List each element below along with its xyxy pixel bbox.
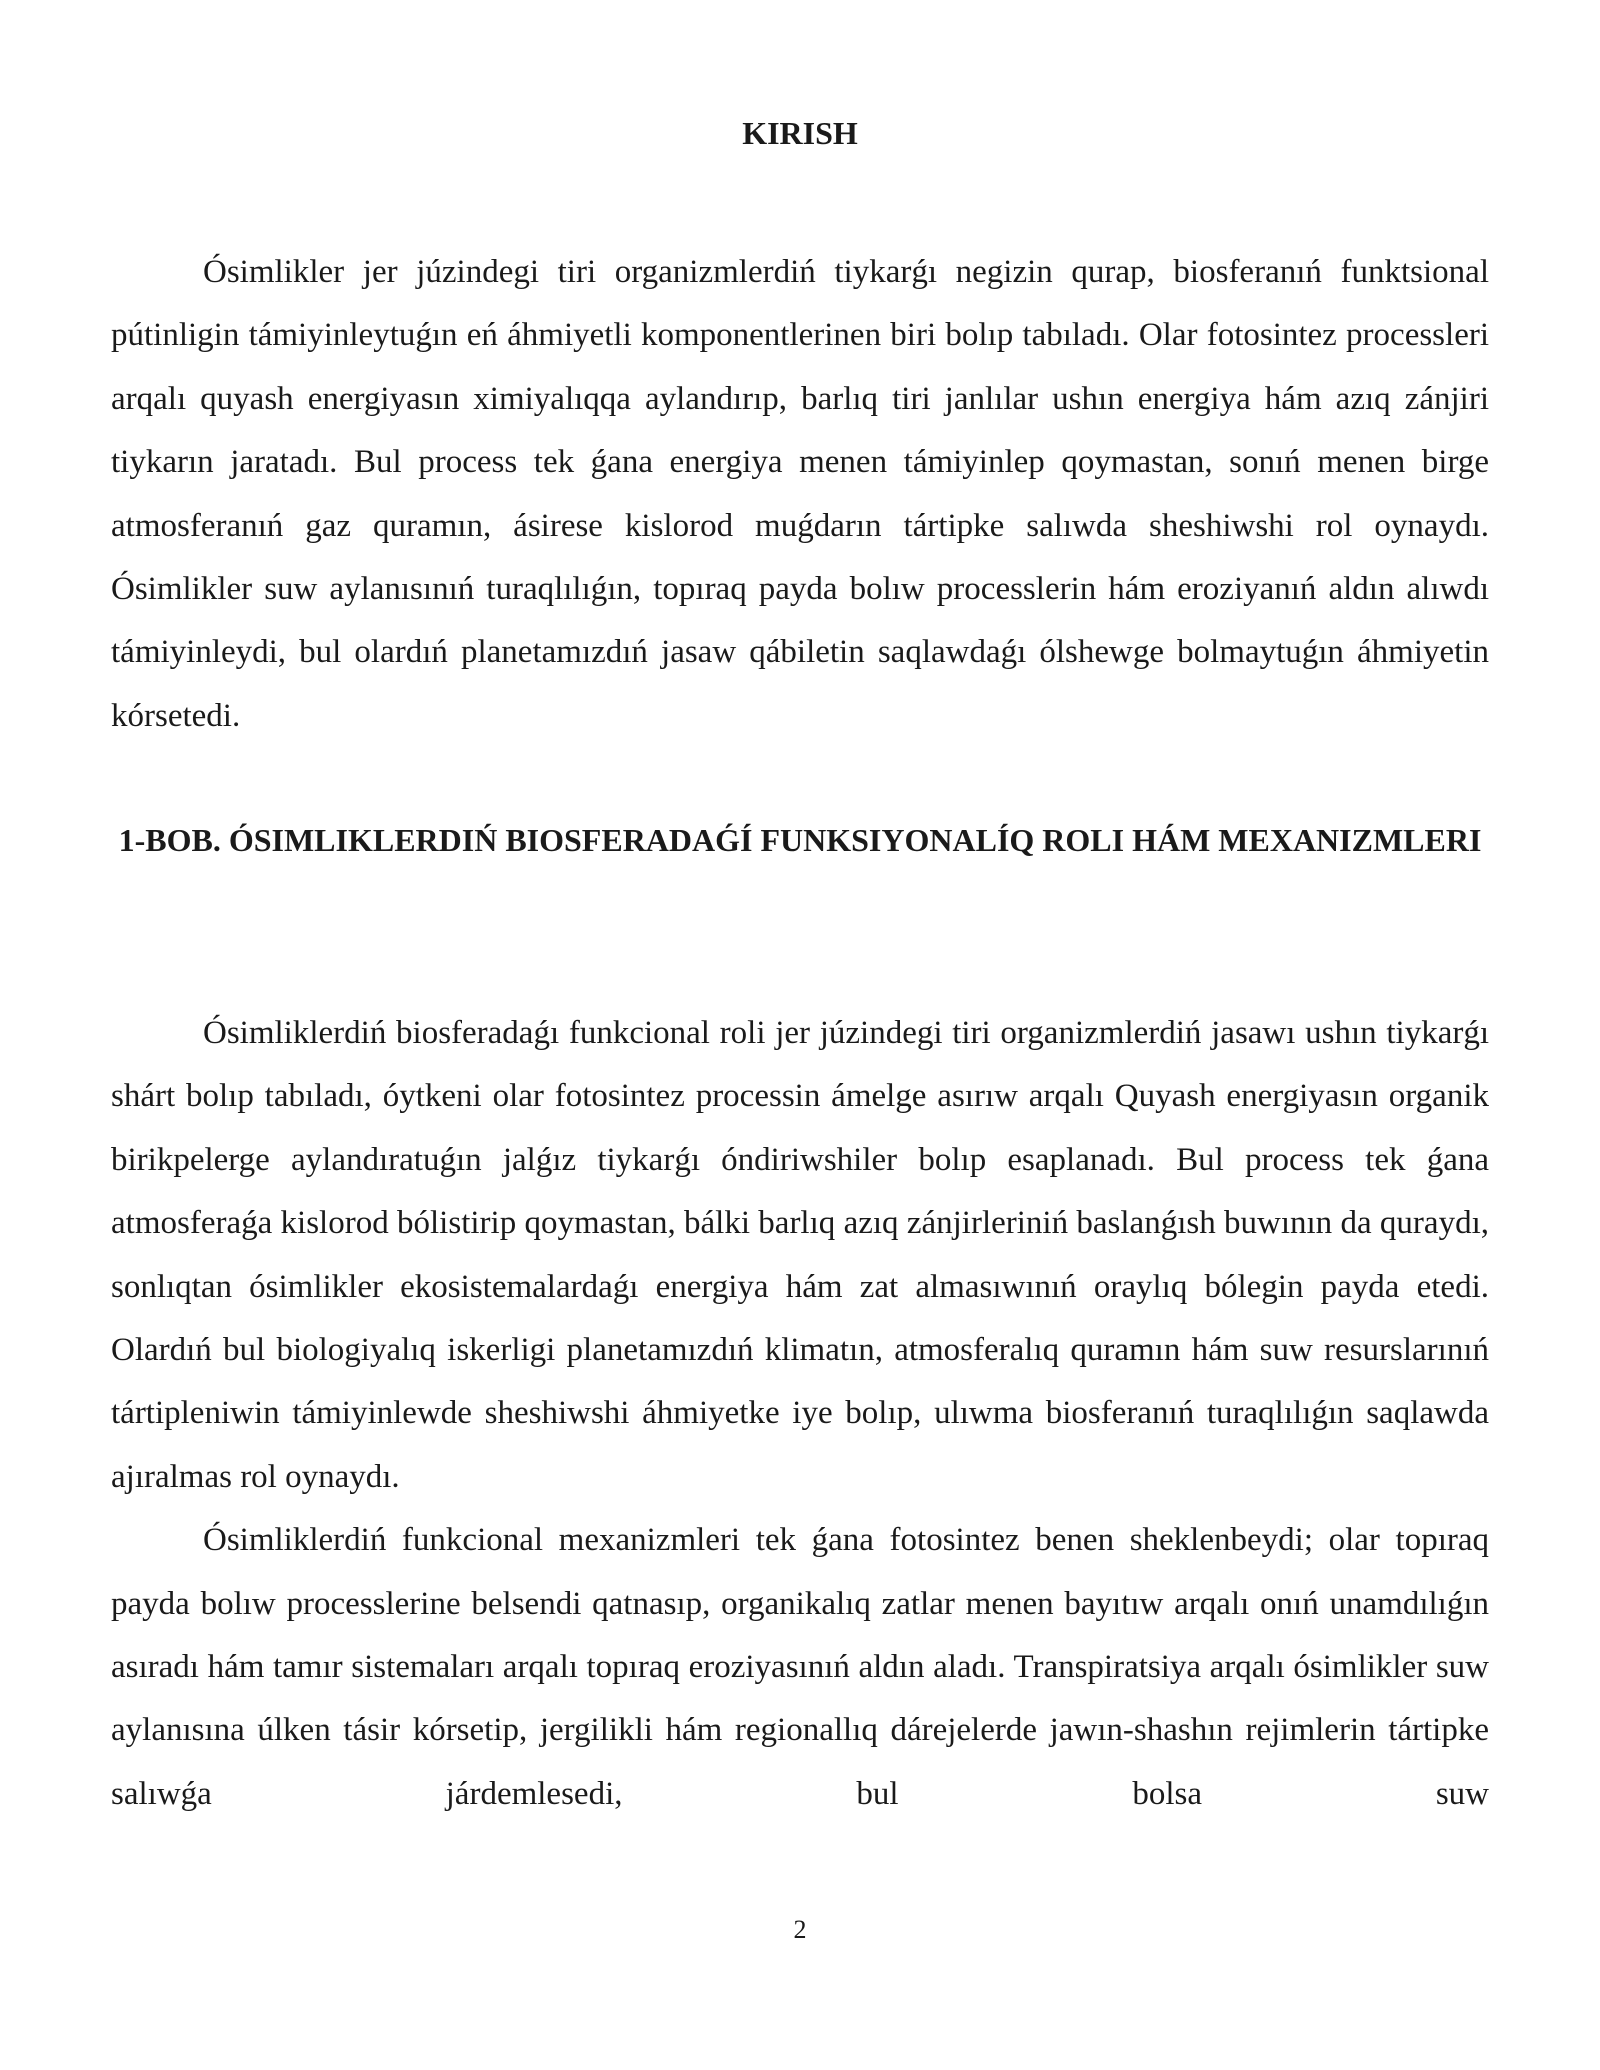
intro-paragraph: Ósimlikler jer júzindegi tiri organizmlerdiń tiykarǵı negizin qurap, biosferanıń funktsional pútinligin támiyinleytuǵın eń áhmiyetli komponentlerinen biri bolıp tabıladı. Olar fotosintez processleri arqalı quyash energiyasın ximiyalıqqa aylandırıp, barlıq tiri janlılar ushın energiya hám azıq zánjiri tiykarın jaratadı. Bul process tek ǵana energiya menen támiyinlep qoymastan, sonıń menen birge atmosferanıń gaz quramın, ásirese kislorod muǵdarın tártipke salıwda sheshiwshi rol oynaydı. Ósimlikler suw aylanısınıń turaqlılıǵın, topıraq payda bolıw processlerin hám eroziyanıń aldın alıwdı támiyinleydi, bul olardıń planetamızdıń jasaw qábiletin saqlawdaǵı ólshewge bolmaytuǵın áhmiyetin kórsetedi. — [111, 254, 1489, 734]
chapter-heading: 1-BOB. ÓSIMLIKLERDIŃ BIOSFERADAǴÍ FUNKSIYONALÍQ ROLI HÁM MEXANIZMLERI — [118, 822, 1482, 858]
intro-heading: KIRISH — [742, 115, 858, 151]
chapter-section — [111, 1002, 1489, 1826]
chapter-paragraph-1: Ósimliklerdiń biosferadaǵı funkcional roli jer júzindegi tiri organizmlerdiń jasawı ushın tiykarǵı shárt bolıp tabıladı, óytkeni olar fotosintez processin ámelge asırıw arqalı Quyash energiyasın organik birikpelerge aylandıratuǵın jalǵız tiykarǵı óndiriwshiler bolıp esaplanadı. Bul process tek ǵana atmosferaǵa kislorod bólistirip qoymastan, bálki barlıq azıq zánjirleriniń baslanǵısh buwının da quraydı, sonlıqtan ósimlikler ekosistemalardaǵı energiya hám zat almasıwınıń oraylıq bólegin payda etedi. Olardıń bul biologiyalıq iskerligi planetamızdıń klimatın, atmosferalıq quramın hám suw resurslarınıń tártipleniwin támiyinlewde sheshiwshi áhmiyetke iye bolıp, ulıwma biosferanıń turaqlılıǵın saqlawda ajıralmas rol oynaydı. — [111, 1015, 1489, 1495]
page-number: 2 — [793, 1915, 807, 1944]
chapter-paragraph-2: Ósimliklerdiń funkcional mexanizmleri tek ǵana fotosintez benen sheklenbeydi; olar topıraq payda bolıw processlerine belsendi qatnasıp, organikalıq zatlar menen bayıtıw arqalı onıń unamdılıǵın asıradı hám tamır sistemaları arqalı topıraq eroziyasınıń aldın aladı. Transpiratsiya arqalı ósimlikler suw aylanısına úlken tásir kórsetip, jergilikli hám regionallıq dárejelerde jawın-shashın rejimlerin tártipke salıwǵa járdemlesedi, bul bolsa suw — [111, 1522, 1489, 1812]
intro-section — [111, 241, 1489, 748]
